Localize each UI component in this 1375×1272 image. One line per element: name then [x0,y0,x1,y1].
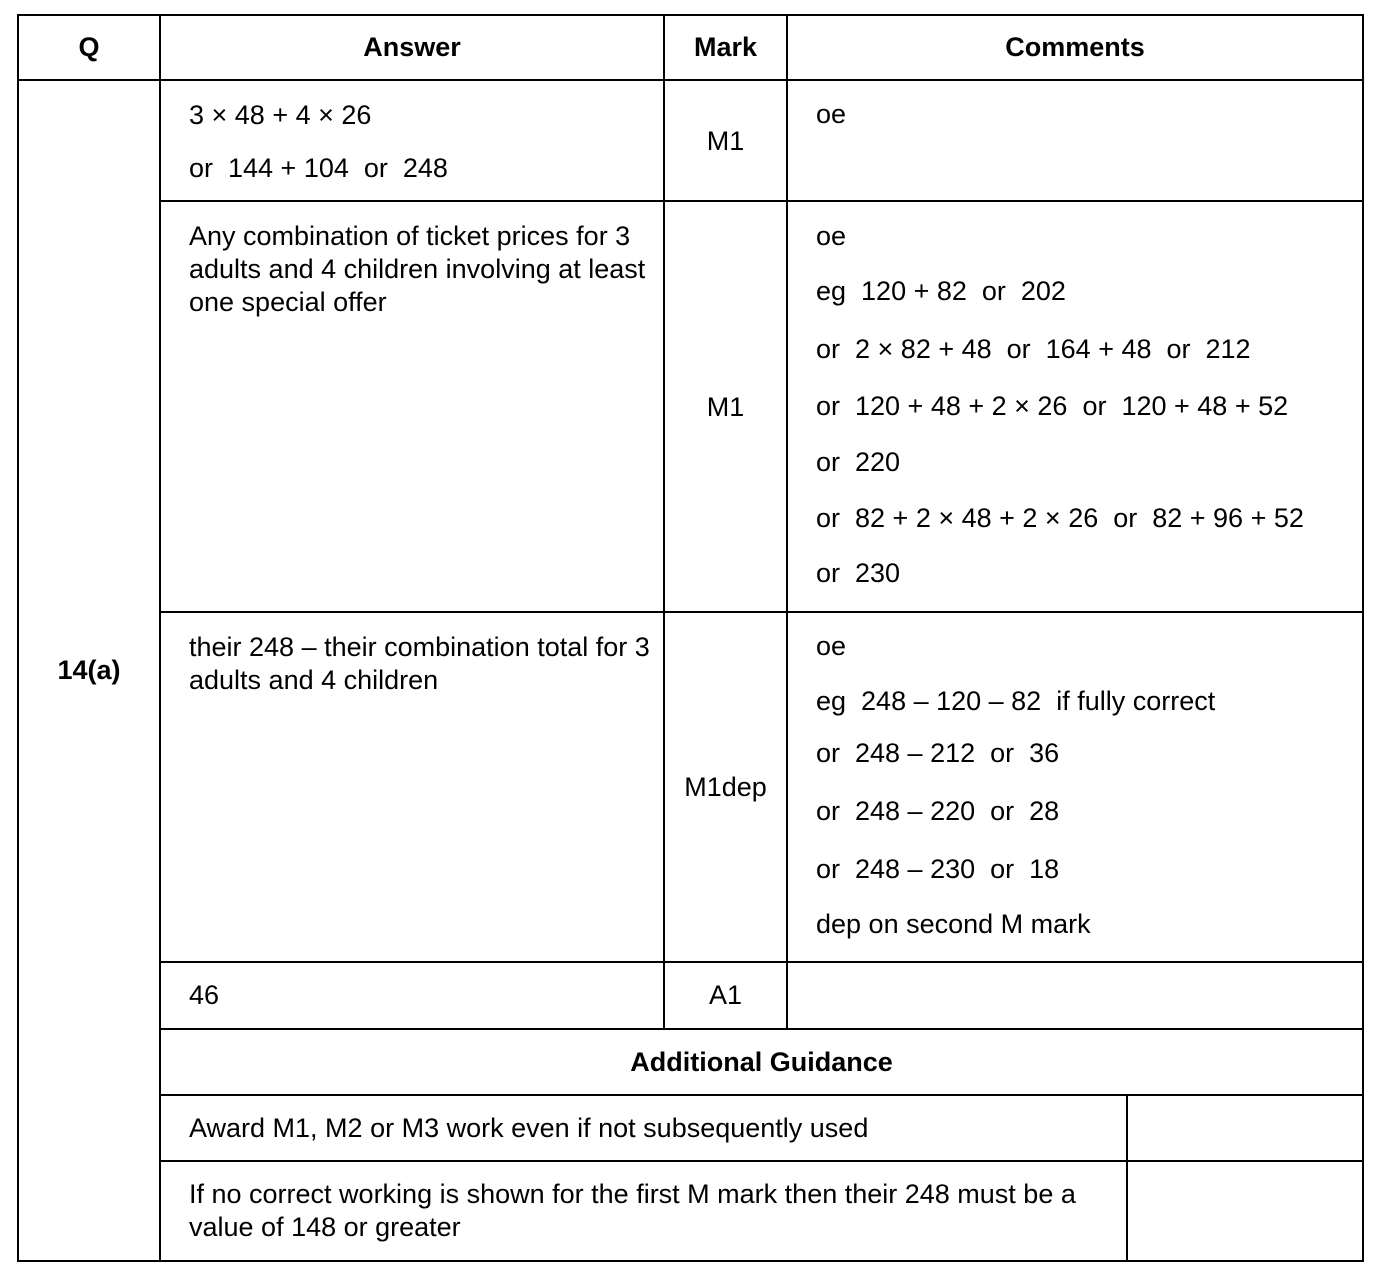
guidance-item-2: If no correct working is shown for the first M mark then their 248 must be a value of 148 or greater [189,1179,1076,1242]
header-divider [17,79,1364,81]
row3-comment-line6: dep on second M mark [816,909,1091,939]
row1-comment-line1: oe [816,99,847,129]
row2-comment-line6: or 82 + 2 × 48 + 2 × 26 or 82 + 96 + 52 [816,503,1304,533]
row2-comment-line2: eg 120 + 82 or 202 [816,276,1066,306]
row1-answer-line1: 3 × 48 + 4 × 26 [189,100,372,130]
header-q: Q [78,32,100,62]
row3-mark: M1dep [684,772,767,802]
row2-answer: Any combination of ticket prices for 3 adults and 4 children involving at least one special offer [189,221,646,317]
guidance-title: Additional Guidance [630,1047,893,1077]
border-left [17,14,19,1262]
header-comments: Comments [1005,32,1145,62]
row-divider-4 [159,1028,1364,1030]
mark-scheme-table [17,14,1364,1262]
row2-mark: M1 [706,392,745,422]
row3-answer: their 248 – their combination total for 3 adults and 4 children [189,632,650,695]
row2-comment-line7: or 230 [816,558,901,588]
row-divider-2 [159,611,1364,613]
row-divider-3 [159,961,1364,963]
row3-comment-line4: or 248 – 220 or 28 [816,796,1060,826]
row-divider-1 [159,200,1364,202]
row3-comment-line1: oe [816,631,847,661]
row4-mark: A1 [708,980,743,1010]
border-bottom [17,1260,1364,1262]
row2-comment-line4: or 120 + 48 + 2 × 26 or 120 + 48 + 52 [816,391,1289,421]
guidance-item-1: Award M1, M2 or M3 work even if not subsequently used [189,1113,869,1143]
row2-comment-line1: oe [816,221,847,251]
col-divider-guidance [1126,1095,1128,1262]
col-divider-mark [786,14,788,1030]
row1-mark: M1 [706,126,745,156]
row-divider-6 [159,1160,1364,1162]
row4-answer: 46 [189,980,220,1010]
row2-comment-line3: or 2 × 82 + 48 or 164 + 48 or 212 [816,334,1251,364]
header-mark: Mark [693,32,758,62]
row3-comment-line2: eg 248 – 120 – 82 if fully correct [816,686,1216,716]
row-divider-5 [159,1094,1364,1096]
col-divider-answer [663,14,665,1030]
row1-answer-line2: or 144 + 104 or 248 [189,153,448,183]
header-answer: Answer [363,32,461,62]
question-number: 14(a) [57,655,121,685]
border-top [17,14,1364,16]
row3-comment-line5: or 248 – 230 or 18 [816,854,1060,884]
row3-comment-line3: or 248 – 212 or 36 [816,738,1060,768]
row2-comment-line5: or 220 [816,447,901,477]
